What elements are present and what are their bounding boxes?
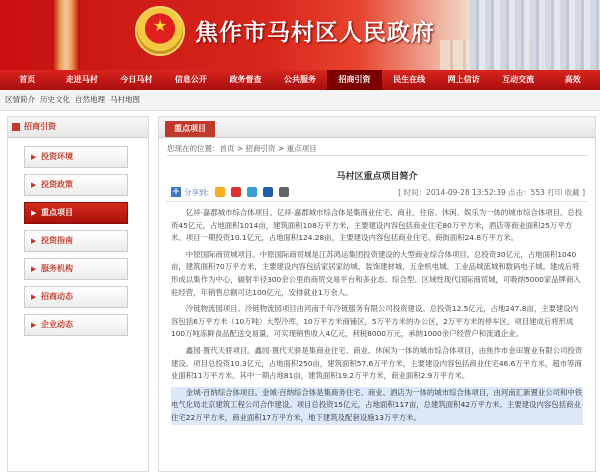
main-content: [158, 116, 596, 472]
sidebar-item-label: 投资政策: [41, 180, 73, 189]
triangle-right-icon: ▶: [31, 265, 37, 273]
triangle-right-icon: ▶: [31, 181, 37, 189]
share-label[interactable]: 分享到:: [184, 187, 210, 197]
nav-item-6[interactable]: 招商引资: [327, 70, 382, 90]
sub-nav: [0, 90, 600, 111]
more-icon[interactable]: [279, 187, 289, 197]
divider: [167, 201, 587, 202]
content-header: [159, 117, 595, 138]
qzone-icon[interactable]: [215, 187, 225, 197]
nav-item-2[interactable]: 今日马村: [120, 75, 153, 84]
subnav-link[interactable]: 区情简介: [5, 95, 35, 104]
sidebar-item[interactable]: [24, 146, 128, 168]
subnav-link[interactable]: 自然地理: [75, 95, 105, 104]
weibo-icon[interactable]: [231, 187, 241, 197]
main-nav: [0, 70, 600, 90]
sidebar-menu: [8, 138, 148, 336]
huabiao-pillar-decoration: [52, 0, 80, 70]
nav-item-8[interactable]: 网上信访: [447, 75, 480, 84]
nav-item-7[interactable]: 民生在线: [393, 75, 426, 84]
sidebar-item[interactable]: [24, 314, 128, 336]
nav-item-9[interactable]: 互动交流: [502, 75, 535, 84]
sidebar-item[interactable]: [24, 230, 128, 252]
article-paragraph: 鑫园·置代天骄项目。鑫园·置代天骄是集商业住宅、商业、休闲为一体的城市综合体项目，由焦作市金田置业有限公司投资建设。项目总投资10.3亿元，占地面积250亩，建筑面积57.6万平方米，主要建设内容包括商业住宅46.6万平方米，超市等商业面积11万平方米。其中一期占地81亩，建筑面积19.2万平方米，商业面积2.9万平方米。: [171, 345, 583, 381]
article-title: 马村区重点项目简介: [336, 172, 418, 182]
triangle-right-icon: ▶: [31, 237, 37, 245]
sidebar-header: [8, 117, 148, 138]
nav-item-5[interactable]: 公共服务: [284, 75, 316, 84]
sidebar-item[interactable]: [24, 202, 128, 224]
article-paragraph: 亿祥·嘉郡城市综合体项目。亿祥·嘉郡城市综合体是集商业住宅、商业、住宿、休闲、娱乐为一体的城市综合体项目。总投资45亿元，占地面积1014亩，建筑面积108万平方米，主要建设内容包括商业住宅80万平方米，酒店等商业面积25万平方米。项目一期投资10.1亿元，占地面积124.28亩，主要建设内容包括商业住宅、商街面积24.8万平方米。: [171, 208, 583, 243]
site-title: 焦作市马村区人民政府: [195, 20, 435, 46]
nav-item-4[interactable]: 政务督查: [229, 75, 262, 84]
article-body: [171, 207, 583, 429]
sidebar: [7, 116, 149, 472]
nav-item-1[interactable]: 走进马村: [65, 75, 98, 84]
triangle-right-icon: ▶: [31, 321, 37, 329]
divider: [167, 155, 587, 156]
site-header: [0, 0, 600, 70]
sidebar-item[interactable]: [24, 174, 128, 196]
sidebar-item-label: 投资指南: [41, 236, 73, 245]
subnav-link[interactable]: 马村地图: [110, 95, 140, 104]
sidebar-item-label: 重点项目: [41, 208, 73, 217]
national-emblem-icon: ★: [135, 6, 185, 56]
city-skyline-image: [470, 0, 600, 70]
tab-key-projects[interactable]: 重点项目: [165, 121, 215, 137]
sidebar-item[interactable]: [24, 258, 128, 280]
sidebar-title: 招商引资: [24, 122, 56, 131]
sidebar-item-label: 投资环境: [41, 152, 73, 161]
square-bullet-icon: [12, 123, 20, 131]
nav-item-3[interactable]: 信息公开: [174, 75, 207, 84]
article-paragraph: 中原国际商贸城项目。中原国际商贸城是江苏鸿运集团投资建设的大型商业综合体项目。总投资30亿元，占地面积1040亩，建筑面积70万平方米，主要建设内容包括家居家纺城、装饰建材城、五金机电城、工业品城流城和数码电子城。建成后将形成以集作为中心，辐射半径300余公里的商贸交易平台和多业态、综合型、区域性现代国际商贸城，可吸纳5000家品牌商入驻经营，年销售总额可达100亿元，安排就业1万余人。: [171, 249, 581, 297]
triangle-right-icon: ▶: [31, 209, 37, 217]
nav-item-10[interactable]: 高效: [564, 75, 581, 84]
subnav-link[interactable]: 历史文化: [40, 95, 70, 104]
plus-icon[interactable]: +: [172, 187, 180, 197]
nav-item-0[interactable]: 首页: [19, 75, 36, 84]
article-paragraph: 冷链物流园项目。冷链物流园项目由河南千年冷链服务有限公司投资建设。总投资12.5亿元，占地247.8亩，主要建设内容包括6万平方米（10万吨）大型冷库，10万平方米商铺区，5万平方米的办公区，2万平方米的停车区。项目建成后将形成100万吨冻鲜食品配送交易量，可实现销售收入4亿元，利税8000万元，承纳1000余户经营户和流通企业。: [171, 304, 579, 339]
triangle-right-icon: ▶: [31, 153, 37, 161]
share-bar: [171, 185, 289, 199]
sidebar-item-label: 企业动态: [41, 320, 73, 329]
renren-icon[interactable]: [263, 187, 273, 197]
triangle-right-icon: ▶: [31, 293, 37, 301]
sidebar-item-label: 招商动态: [41, 292, 73, 301]
sidebar-item-label: 服务机构: [41, 264, 73, 273]
tqq-icon[interactable]: [247, 187, 257, 197]
article-meta: [ 时间：2014-09-28 13:52:39 点击：553 打印 收藏 ]: [398, 188, 585, 197]
breadcrumb: 您现在的位置：首页 > 招商引资 > 重点项目: [167, 144, 317, 153]
article-paragraph: 金城·百纳综合体项目。金城·百纳综合体是集商务住宅、商业、酒店为一体的城市综合体项目，由河南汇新置业公司和中铁电气化局北京建筑工程公司合作建设。项目总投资15亿元，占地面积117亩，总建筑面积42万平方米。主要建设内容包括商业住宅22万平方米，商业面积17万平方米，地下建筑及配套设施13万平方米。: [171, 387, 583, 425]
sidebar-item[interactable]: [24, 286, 128, 308]
